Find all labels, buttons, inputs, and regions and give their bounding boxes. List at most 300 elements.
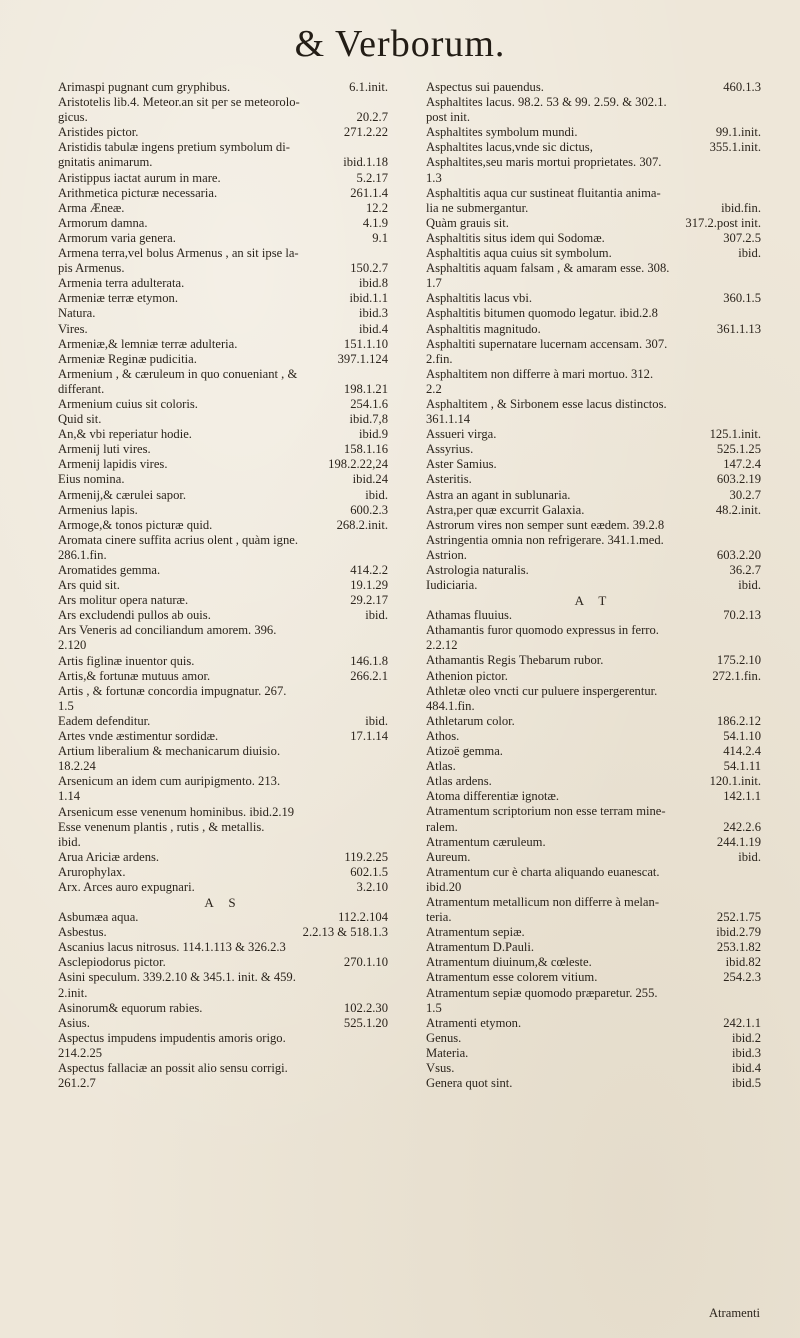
entry-reference: 19.1.29 — [350, 578, 388, 593]
entry-reference: 460.1.3 — [723, 80, 761, 94]
entry-reference: ibid.3 — [358, 306, 388, 321]
entry-text: 261.2.7 — [58, 1076, 96, 1091]
entry-reference: 271.2.22 — [343, 125, 388, 140]
index-entry — [426, 427, 761, 442]
index-entry — [426, 110, 761, 125]
index-entry — [58, 593, 388, 608]
entry-reference: 525.1.20 — [343, 1015, 388, 1030]
index-entry — [58, 1076, 388, 1091]
entry-text: Arsenicum an idem cum auripigmento. 213. — [58, 774, 281, 789]
index-entry — [426, 367, 761, 382]
entry-reference: ibid. — [365, 487, 388, 502]
entry-text: Asphaltites symbolum mundi. — [426, 125, 578, 140]
entry-reference: 99.1.init. — [715, 125, 761, 140]
entry-text: gicus. — [58, 110, 88, 125]
index-entry — [426, 306, 761, 321]
entry-text: Aspectus impudens impudentis amoris origo. — [58, 1030, 286, 1045]
entry-reference: 261.1.4 — [350, 185, 388, 200]
entry-reference: 20.2.7 — [356, 110, 388, 125]
index-entry — [426, 533, 761, 548]
index-entry — [426, 925, 761, 940]
entry-reference: 146.1.8 — [350, 653, 388, 668]
entry-text: Armenia terra adulterata. — [58, 276, 185, 291]
entry-text: Armenij lapidis vires. — [58, 457, 168, 472]
index-entry — [58, 246, 388, 261]
index-entry — [426, 850, 761, 865]
entry-text: Asinorum& equorum rabies. — [58, 1000, 203, 1015]
entry-text: Asphaltitis aqua cuius sit symbolum. — [426, 246, 612, 261]
entry-reference: ibid.82 — [725, 955, 761, 970]
index-entry — [58, 337, 388, 352]
index-entry — [58, 1001, 388, 1016]
index-entry — [426, 820, 761, 835]
index-entry — [58, 412, 388, 427]
entry-text: Asphaltites,seu maris mortui proprietates. 307. — [426, 155, 662, 170]
entry-reference: 198.2.22,24 — [328, 457, 388, 472]
entry-text: 2.2 — [426, 381, 442, 396]
entry-text: Armeniæ Reginæ pudicitia. — [58, 351, 197, 366]
index-entry — [58, 638, 388, 653]
entry-reference: ibid.4 — [358, 321, 388, 336]
entry-text: Armeniæ,& lemniæ terræ adulteria. — [58, 336, 238, 351]
entry-text: ralem. — [426, 819, 458, 834]
index-entry — [58, 925, 388, 940]
entry-text: Atizoë gemma. — [426, 744, 503, 759]
entry-text: Asbumæa aqua. — [58, 910, 139, 925]
index-entry — [58, 125, 388, 140]
entry-text: Aristippus iactat aurum in mare. — [58, 170, 221, 185]
entry-text: Armenium , & cæruleum in quo conueniant , & — [58, 366, 298, 381]
entry-text: Athamantis furor quomodo expressus in ferro. — [426, 623, 659, 638]
entry-reference: ibid.2 — [731, 1030, 761, 1045]
index-entry — [58, 955, 388, 970]
index-entry — [426, 1001, 761, 1016]
entry-text: Artis , & fortunæ concordia impugnatur. 267. — [58, 683, 287, 698]
entry-text: Arx. Arces auro expugnari. — [58, 879, 195, 894]
index-entry — [58, 986, 388, 1001]
index-entry — [58, 1016, 388, 1031]
entry-text: Aster Samius. — [426, 457, 497, 472]
entry-reference: 2.2.13 & 518.1.3 — [302, 925, 388, 940]
entry-text: 1.7 — [426, 276, 442, 291]
entry-text: Athenion pictor. — [426, 668, 508, 683]
index-entry — [426, 940, 761, 955]
index-entry — [58, 140, 388, 155]
index-entry — [58, 155, 388, 170]
index-entry — [58, 759, 388, 774]
entry-reference: 54.1.11 — [723, 759, 761, 774]
entry-text: pis Armenus. — [58, 261, 125, 276]
entry-reference: ibid.5 — [731, 1076, 761, 1091]
index-entry — [426, 216, 761, 231]
index-entry — [426, 789, 761, 804]
entry-reference: 414.2.2 — [350, 563, 388, 577]
entry-text: post init. — [426, 110, 471, 125]
entry-text: Genera quot sint. — [426, 1076, 513, 1091]
entry-text: Armenium cuius sit coloris. — [58, 396, 198, 411]
entry-text: 286.1.fin. — [58, 547, 107, 562]
index-entry — [426, 986, 761, 1001]
entry-text: Ars Veneris ad conciliandum amorem. 396. — [58, 623, 277, 638]
entry-reference: 102.2.30 — [343, 1000, 388, 1015]
entry-text: Armenij,& cærulei sapor. — [58, 487, 187, 502]
index-entry — [426, 970, 761, 985]
index-entry — [58, 291, 388, 306]
entry-text: ibid.20 — [426, 879, 462, 894]
entry-text: Astra,per quæ excurrit Galaxia. — [426, 502, 585, 517]
index-entry — [58, 608, 388, 623]
entry-text: Aspectus fallaciæ an possit alio sensu corrigi. — [58, 1061, 288, 1075]
index-entry — [426, 955, 761, 970]
entry-text: Asbestus. — [58, 925, 107, 940]
entry-reference: 600.2.3 — [350, 502, 388, 517]
entry-text: Armenij luti vires. — [58, 442, 151, 457]
entry-text: Ascanius lacus nitrosus. 114.1.113 & 326.2.3 — [58, 940, 286, 955]
entry-reference: 150.2.7 — [350, 261, 388, 276]
entry-reference: ibid.3 — [731, 1045, 761, 1060]
entry-reference: 266.2.1 — [350, 668, 388, 683]
index-entry — [58, 744, 388, 759]
index-entry — [426, 322, 761, 337]
entry-text: An,& vbi reperiatur hodie. — [58, 427, 192, 442]
entry-reference: ibid.24 — [352, 472, 388, 487]
entry-text: Ars excludendi pullos ab ouis. — [58, 608, 211, 623]
index-entry — [426, 804, 761, 819]
entry-reference: ibid. — [738, 849, 761, 864]
entry-reference: 112.2.104 — [338, 910, 388, 925]
entry-text: ibid. — [58, 834, 81, 849]
entry-text: Asphaltitis magnitudo. — [426, 321, 541, 336]
entry-text: Athos. — [426, 728, 460, 743]
entry-text: Atramentum esse colorem vitium. — [426, 970, 598, 985]
entry-text: Athletarum color. — [426, 713, 515, 728]
section-heading: A T — [574, 593, 613, 609]
entry-text: Athletæ oleo vncti cur puluere inspergerentur. — [426, 683, 658, 698]
index-entry — [58, 171, 388, 186]
entry-text: Astrion. — [426, 547, 467, 562]
entry-text: 2.120 — [58, 638, 87, 653]
entry-text: Arsenicum esse venenum hominibus. ibid.2.19 — [58, 804, 295, 819]
entry-text: Asphaltitis bitumen quomodo legatur. ibid.2.8 — [426, 306, 658, 321]
entry-text: differant. — [58, 381, 105, 396]
entry-reference: 125.1.init. — [709, 427, 761, 442]
entry-reference: 272.1.fin. — [712, 668, 761, 683]
entry-text: 1.5 — [426, 1000, 442, 1015]
entry-text: Asphaltitis aqua cur sustineat fluitantia anima- — [426, 185, 661, 200]
entry-reference: 361.1.13 — [716, 321, 761, 336]
index-entry — [58, 488, 388, 503]
index-entry — [58, 201, 388, 216]
index-entry — [426, 880, 761, 895]
entry-text: Asphaltitis aquam falsam , & amaram esse. 308. — [426, 261, 670, 276]
index-entry — [426, 638, 761, 653]
entry-text: Arurophylax. — [58, 864, 126, 879]
entry-text: Asius. — [58, 1015, 90, 1030]
index-entry — [426, 729, 761, 744]
entry-text: Eius nomina. — [58, 472, 125, 487]
index-entry — [426, 457, 761, 472]
index-entry — [426, 1016, 761, 1031]
index-entry — [58, 548, 388, 563]
entry-text: Atramentum metallicum non differre à melan- — [426, 894, 660, 909]
entry-text: Atoma differentiæ ignotæ. — [426, 789, 560, 804]
index-entry — [426, 623, 761, 638]
index-entry — [58, 880, 388, 895]
index-entry — [426, 744, 761, 759]
entry-text: Assyrius. — [426, 442, 474, 457]
entry-reference: 48.2.init. — [715, 502, 761, 517]
index-entry — [426, 231, 761, 246]
index-entry — [426, 774, 761, 789]
entry-text: 2.init. — [58, 985, 88, 1000]
index-entry — [426, 171, 761, 186]
index-entry — [426, 140, 761, 155]
index-entry — [426, 669, 761, 684]
entry-text: Atramentum sepiæ quomodo præparetur. 255. — [426, 985, 658, 1000]
index-entry — [58, 940, 388, 955]
index-entry — [58, 820, 388, 835]
index-entry — [58, 216, 388, 231]
entry-text: Artis figlinæ inuentor quis. — [58, 653, 195, 668]
entry-reference: ibid.1.18 — [343, 155, 388, 170]
index-entry — [426, 653, 761, 668]
entry-reference: 9.1 — [372, 230, 388, 245]
index-entry — [58, 352, 388, 367]
page-header: & Verborum. — [294, 23, 506, 65]
entry-text: Asphaltites lacus,vnde sic dictus, — [426, 140, 593, 155]
entry-text: Astrologia naturalis. — [426, 563, 529, 577]
entry-reference: 151.1.10 — [343, 336, 388, 351]
entry-reference: 253.1.82 — [716, 940, 761, 955]
index-entry — [426, 276, 761, 291]
entry-text: Aromatides gemma. — [58, 563, 161, 577]
index-entry — [426, 503, 761, 518]
index-entry — [58, 533, 388, 548]
index-entry — [426, 1046, 761, 1061]
index-entry — [426, 397, 761, 412]
entry-text: 484.1.fin. — [426, 698, 475, 713]
index-entry — [426, 684, 761, 699]
index-entry — [58, 563, 388, 578]
entry-text: Atramentum cur è charta aliquando euanescat. — [426, 864, 660, 879]
index-entry — [426, 201, 761, 216]
entry-text: Artis,& fortunæ mutuus amor. — [58, 668, 211, 683]
index-entry — [58, 382, 388, 397]
index-entry — [58, 910, 388, 925]
entry-reference: 5.2.17 — [356, 170, 388, 185]
index-entry — [426, 125, 761, 140]
index-entry — [58, 850, 388, 865]
entry-reference: 158.1.16 — [343, 442, 388, 457]
entry-text: Athamas fluuius. — [426, 608, 513, 623]
entry-text: 1.5 — [58, 698, 74, 713]
index-entry — [426, 518, 761, 533]
entry-reference: 414.2.4 — [723, 744, 761, 759]
entry-reference: 119.2.25 — [344, 849, 388, 864]
entry-text: 1.3 — [426, 170, 442, 185]
entry-text: Esse venenum plantis , rutis , & metallis. — [58, 819, 265, 834]
index-entry — [58, 1061, 388, 1076]
entry-text: 18.2.24 — [58, 759, 96, 774]
catchword: Atramenti — [708, 1306, 760, 1320]
entry-text: Arithmetica picturæ necessaria. — [58, 185, 218, 200]
index-entry — [426, 910, 761, 925]
entry-text: Astringentia omnia non refrigerare. 341.1.med. — [426, 532, 664, 547]
entry-reference: 12.2 — [365, 200, 388, 215]
index-entry — [58, 457, 388, 472]
entry-reference: 6.1.init. — [349, 80, 388, 94]
index-entry — [58, 1046, 388, 1061]
entry-reference: ibid.1.1 — [349, 291, 388, 306]
index-entry — [58, 714, 388, 729]
entry-reference: 3.2.10 — [356, 879, 388, 894]
entry-reference: 54.1.10 — [723, 728, 761, 743]
index-entry — [426, 382, 761, 397]
index-entry — [58, 789, 388, 804]
index-entry — [58, 231, 388, 246]
entry-text: Astrorum vires non semper sunt eædem. 39.2.8 — [426, 517, 665, 532]
index-entry — [58, 835, 388, 850]
index-entry — [58, 427, 388, 442]
index-entry — [58, 322, 388, 337]
index-entry — [58, 110, 388, 125]
entry-text: Armorum varia genera. — [58, 230, 176, 245]
entry-text: Arua Ariciæ ardens. — [58, 849, 160, 864]
index-entry — [426, 548, 761, 563]
entry-reference: ibid. — [738, 246, 761, 261]
entry-reference: ibid.2.79 — [716, 925, 761, 940]
entry-text: Aristides pictor. — [58, 125, 139, 140]
entry-reference: 186.2.12 — [716, 713, 761, 728]
index-entry — [426, 895, 761, 910]
index-entry — [58, 578, 388, 593]
entry-reference: 244.1.19 — [716, 834, 761, 849]
entry-text: Natura. — [58, 306, 96, 321]
entry-text: 361.1.14 — [426, 412, 471, 427]
entry-reference: ibid.9 — [358, 427, 388, 442]
index-entry — [426, 563, 761, 578]
index-entry — [426, 835, 761, 850]
index-entry — [58, 186, 388, 201]
index-entry — [426, 80, 761, 95]
right-column — [426, 80, 761, 1091]
index-entry — [58, 518, 388, 533]
index-entry — [426, 246, 761, 261]
index-entry — [58, 397, 388, 412]
entry-text: Aristotelis lib.4. Meteor.an sit per se meteorolo- — [58, 95, 300, 110]
index-entry — [58, 699, 388, 714]
entry-reference: 355.1.init. — [709, 140, 761, 155]
entry-text: Armeniæ terræ etymon. — [58, 291, 178, 306]
entry-text: Asteritis. — [426, 472, 472, 487]
entry-reference: 142.1.1 — [723, 789, 761, 804]
entry-reference: ibid.fin. — [721, 200, 761, 215]
entry-reference: 252.1.75 — [716, 910, 761, 925]
entry-text: Aristidis tabulæ ingens pretium symbolum di- — [58, 140, 290, 155]
entry-text: Asini speculum. 339.2.10 & 345.1. init. & 459. — [58, 970, 296, 985]
entry-reference: ibid.4 — [731, 1061, 761, 1075]
entry-text: Assueri virga. — [426, 427, 497, 442]
entry-reference: 198.1.21 — [343, 381, 388, 396]
entry-reference: 317.2.post init. — [685, 215, 761, 230]
entry-text: Ars quid sit. — [58, 578, 120, 593]
index-entry — [58, 865, 388, 880]
section-heading: A S — [204, 895, 242, 911]
index-entry — [58, 503, 388, 518]
entry-reference: 242.2.6 — [723, 819, 761, 834]
index-entry — [426, 412, 761, 427]
entry-text: Artium liberalium & mechanicarum diuisio. — [58, 744, 281, 759]
entry-text: Athamantis Regis Thebarum rubor. — [426, 653, 604, 668]
index-entry — [426, 95, 761, 110]
entry-text: Astra an agant in sublunaria. — [426, 487, 571, 502]
entry-text: Genus. — [426, 1030, 462, 1045]
entry-text: Vsus. — [426, 1061, 455, 1075]
entry-reference: 29.2.17 — [350, 593, 388, 608]
entry-reference: 397.1.124 — [337, 351, 388, 366]
index-entry — [58, 729, 388, 744]
index-entry — [426, 442, 761, 457]
index-entry — [58, 261, 388, 276]
entry-text: Armena terra,vel bolus Armenus , an sit ipse la- — [58, 246, 299, 261]
entry-text: Arimaspi pugnant cum gryphibus. — [58, 80, 231, 94]
entry-text: teria. — [426, 910, 452, 925]
entry-text: Arma Æneæ. — [58, 200, 125, 215]
index-entry — [426, 578, 761, 593]
entry-reference: 120.1.init. — [709, 774, 761, 789]
index-entry — [58, 684, 388, 699]
entry-reference: 30.2.7 — [729, 487, 761, 502]
index-entry — [426, 261, 761, 276]
entry-text: Atramenti etymon. — [426, 1015, 522, 1030]
entry-text: Aromata cinere suffita acrius olent , quàm igne. — [58, 532, 299, 547]
index-entry — [58, 623, 388, 638]
index-entry — [58, 276, 388, 291]
entry-text: Aureum. — [426, 849, 471, 864]
entry-text: Aspectus sui pauendus. — [426, 80, 544, 94]
index-entry — [58, 1031, 388, 1046]
index-entry — [426, 865, 761, 880]
index-entry — [426, 759, 761, 774]
index-entry — [58, 970, 388, 985]
entry-reference: 17.1.14 — [350, 729, 388, 744]
entry-reference: 603.2.20 — [716, 547, 761, 562]
entry-reference: 360.1.5 — [723, 291, 761, 306]
entry-reference: 268.2.init. — [336, 517, 388, 532]
index-entry — [426, 352, 761, 367]
index-entry — [426, 186, 761, 201]
index-entry — [426, 1061, 761, 1076]
entry-text: Ars molitur opera naturæ. — [58, 593, 189, 608]
entry-text: Eadem defenditur. — [58, 713, 151, 728]
index-entry — [58, 442, 388, 457]
entry-text: Artes vnde æstimentur sordidæ. — [58, 729, 219, 744]
index-entry — [58, 669, 388, 684]
entry-reference: 254.2.3 — [723, 970, 761, 985]
index-entry — [426, 155, 761, 170]
entry-reference: 307.2.5 — [723, 230, 761, 245]
index-entry — [58, 654, 388, 669]
entry-text: Asphaltites lacus. 98.2. 53 & 99. 2.59. & 302.1. — [426, 95, 667, 110]
entry-text: Atlas ardens. — [426, 774, 492, 789]
entry-text: Iudiciaria. — [426, 578, 478, 593]
entry-text: Atramentum diuinum,& cœleste. — [426, 955, 592, 970]
index-entry — [426, 291, 761, 306]
entry-text: Asphaltitis lacus vbi. — [426, 291, 532, 306]
entry-text: 2.2.12 — [426, 638, 458, 653]
entry-reference: 525.1.25 — [716, 442, 761, 457]
entry-text: 2.fin. — [426, 351, 453, 366]
